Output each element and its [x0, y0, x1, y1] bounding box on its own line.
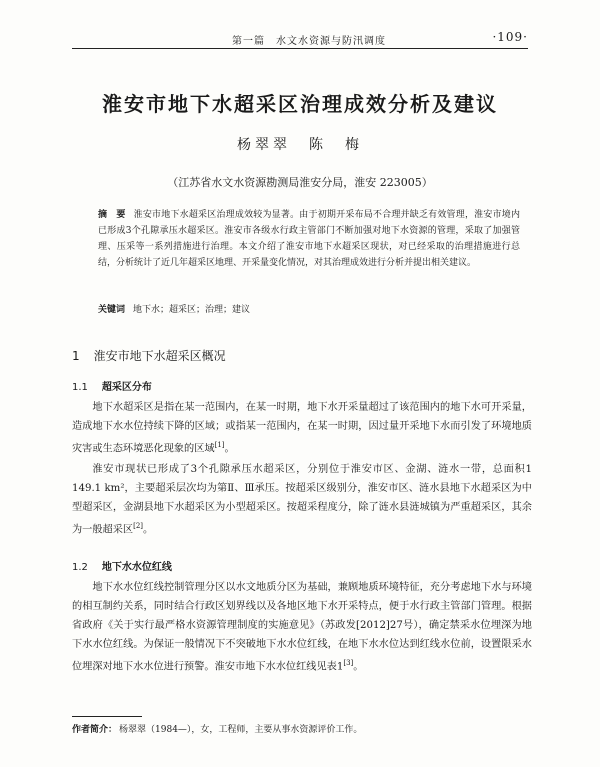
abstract [98, 207, 520, 271]
keywords-text: 地下水；超采区；治理；建议 [133, 305, 251, 315]
subsection-heading [72, 558, 172, 573]
subsection-title: 地下水水位红线 [101, 562, 172, 573]
paper-title: 淮安市地下水超采区治理成效分析及建议 [102, 92, 498, 116]
section-heading [72, 347, 226, 364]
abstract-text: 淮安市地下水超采区治理成效较为显著。由于初期开采布局不合理并缺乏有效管理，淮安市境内已形成3个孔隙承压水超采区。淮安市各级水行政主管部门不断加强对地下水资源的管理，采取了加强管理、压采等一系列措施进行治理。本文介绍了淮安市地下水超采区现状，对已经采取的治理措施进行总结，分析统计了近几年超采区地理、开采量变化情况，对其治理成效进行分析并提出相关建议。 [98, 210, 520, 268]
footnote [72, 722, 532, 735]
subsection-number: 1.2 [72, 562, 88, 573]
chapter-title: 第一篇 水文水资源与防汛调度 [232, 36, 386, 47]
paragraph [72, 578, 532, 676]
footnote-text: 杨翠翠（1984—），女，工程师，主要从事水资源评价工作。 [119, 725, 363, 735]
paragraph-end: 。 [353, 661, 364, 673]
authors: 杨翠翠 陈 梅 [237, 137, 363, 153]
citation: [1] [214, 441, 225, 449]
keywords-label: 关键词 [98, 305, 126, 315]
footnote-label: 作者简介： [72, 725, 118, 735]
subsection-title: 超采区分布 [101, 382, 152, 393]
affiliation: （江苏省水文水资源勘测局淮安分局，淮安 223005） [167, 176, 433, 189]
citation: [2] [133, 522, 144, 530]
subsection-number: 1.1 [72, 382, 88, 393]
paragraph-text: 地下水水位红线控制管理分区以水文地质分区为基础，兼顾地质环境特征，充分考虑地下水与环境的相互制约关系，同时结合行政区划界线以及各地区地下水开采特点，便于水行政主管部门管理。根据省政府《关于实行最严格水资源管理制度的实施意见》（苏政发[2012]27号），确定禁采水位埋深为地下水水位红线。为保证一般情况下不突破地下水水位红线，在地下水水位达到红线水位前，设置限采水位埋深对地下水水位进行预警。淮安市地下水水位红线见表1 [72, 582, 532, 673]
footnote-rule [72, 716, 142, 717]
subsection-heading [72, 378, 152, 393]
page-number: ·109· [492, 30, 528, 44]
paragraph [72, 460, 532, 539]
paragraph [72, 398, 532, 458]
section-number: 1 [72, 349, 80, 363]
keywords [98, 302, 520, 315]
header-rule [72, 48, 528, 49]
citation: [3] [343, 659, 354, 667]
paragraph-end: 。 [143, 524, 154, 536]
paragraph-end: 。 [224, 443, 235, 455]
paragraph-text: 地下水超采区是指在某一范围内，在某一时期，地下水开采量超过了该范围内的地下水可开采量，造成地下水水位持续下降的区域；或指某一范围内，在某一时期，因过量开采地下水而引发了环境地质灾害或生态环境恶化现象的区域 [72, 402, 532, 455]
section-title: 淮安市地下水超采区概况 [93, 349, 226, 363]
paragraph-text: 淮安市现状已形成了3个孔隙承压水超采区，分别位于淮安市区、金湖、涟水一带，总面积1 149.1 km²，主要超采层次均为第Ⅱ、Ⅲ承压。按超采区级别分，淮安市区、涟水县地下水超采区为中型超采区，金湖县地下水超采区为小型超采区。按超采程度分，除了涟水县涟城镇为严重超采区，其余为一般超采区 [72, 464, 532, 536]
running-header [72, 30, 528, 48]
abstract-label: 摘 要 [98, 210, 126, 220]
